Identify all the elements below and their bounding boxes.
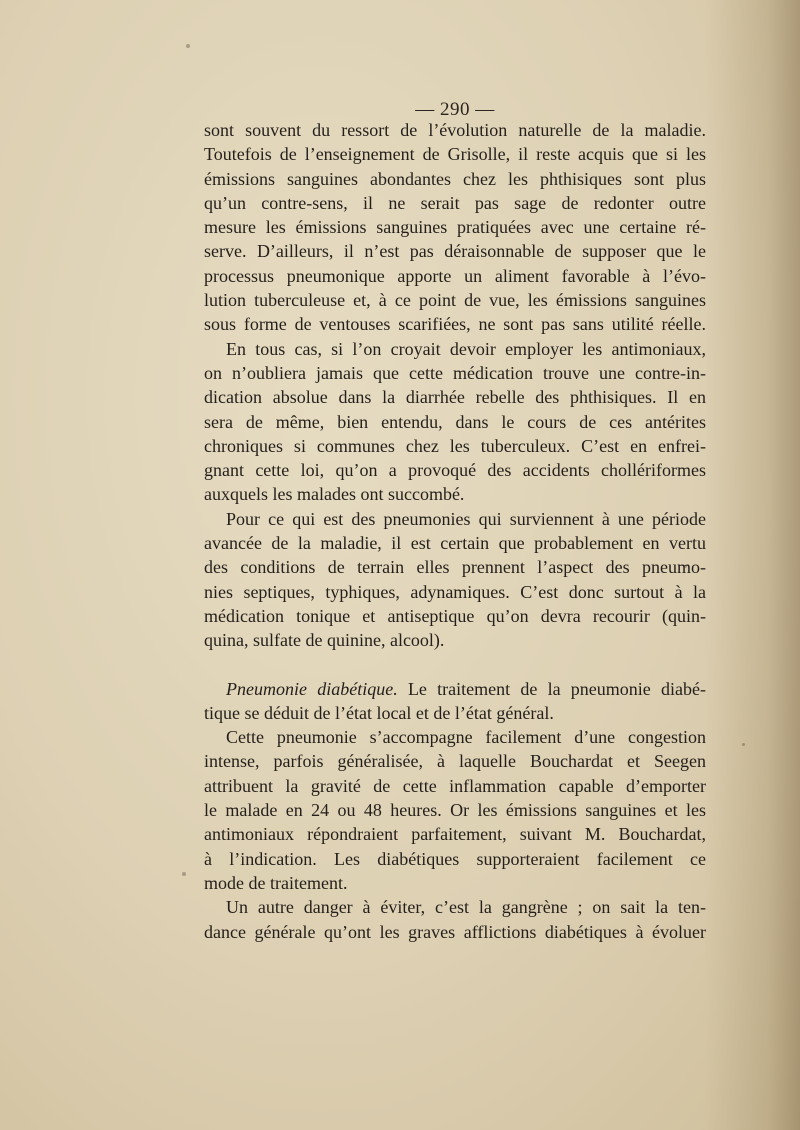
text-line: auxquels les malades ont succombé.: [204, 484, 465, 505]
paper-speck: [182, 872, 186, 876]
text-line: sont souvent du ressort de l’évolution naturelle de la maladie.: [204, 120, 706, 140]
text-line: [204, 677, 706, 701]
text-line: médication tonique et antiseptique qu’on devra recourir (quin-: [204, 605, 706, 626]
text-line: tique se déduit de l’état local et de l’état général.: [204, 702, 554, 723]
section-heading: Pneumonie diabétique.: [226, 678, 398, 699]
text-line: gnant cette loi, qu’on a provoqué des accidents chollériformes: [204, 460, 706, 481]
text-line: nies septiques, typhiques, adynamiques. C’est donc surtout à la: [204, 581, 706, 602]
text-line: Cette pneumonie s’accompagne facilement d’une congestion: [226, 727, 706, 748]
text-line: attribuent la gravité de cette inflammation capable d’emporter: [204, 775, 706, 796]
text-line: quina, sulfate de quinine, alcool).: [204, 630, 445, 651]
text-line: Un autre danger à éviter, c’est la gangrène ; on sait la ten-: [226, 897, 706, 918]
text-line: le malade en 24 ou 48 heures. Or les émissions sanguines et les: [204, 800, 706, 821]
text-line: Toutefois de l’enseignement de Grisolle, il reste acquis que si les: [204, 144, 706, 165]
text-line: qu’un contre-sens, il ne serait pas sage de redonter outre: [204, 192, 706, 213]
text-line: dance générale qu’ont les graves afflictions diabétiques à évoluer: [204, 921, 706, 942]
body-text: [204, 118, 706, 944]
text-fragment: Le traitement de la pneumonie diabé-: [407, 678, 706, 699]
paper-speck: [186, 44, 190, 48]
paragraph-5: [204, 725, 706, 895]
text-line: intense, parfois généralisée, à laquelle Bouchardat et Seegen: [204, 751, 706, 772]
text-line: des conditions de terrain elles prennent l’aspect des pneumo-: [204, 557, 706, 578]
text-line: on n’oubliera jamais que cette médication trouve une contre-in-: [204, 362, 706, 383]
text-line: dication absolue dans la diarrhée rebelle des phthisiques. Il en: [204, 387, 706, 408]
text-line: lution tuberculeuse et, à ce point de vue, les émissions sanguines: [204, 290, 706, 311]
text-line: à l’indication. Les diabétiques supporteraient facilement ce: [204, 848, 706, 869]
text-line: serve. D’ailleurs, il n’est pas déraisonnable de supposer que le: [204, 241, 706, 262]
paper-speck: [742, 743, 745, 746]
paragraph-2: [204, 337, 706, 507]
text-line: chroniques si communes chez les tuberculeux. C’est en enfrei-: [204, 435, 706, 456]
text-line: avancée de la maladie, il est certain que probablement en vertu: [204, 533, 706, 554]
text-line: émissions sanguines abondantes chez les phthisiques sont plus: [204, 168, 706, 189]
text-line: processus pneumonique apporte un aliment favorable à l’évo-: [204, 265, 706, 286]
text-line: mesure les émissions sanguines pratiquées avec une certaine ré-: [204, 217, 706, 238]
text-line: sera de même, bien entendu, dans le cours de ces antérites: [204, 411, 706, 432]
paragraph-3: [204, 507, 706, 653]
text-line: antimoniaux répondraient parfaitement, suivant M. Bouchardat,: [204, 824, 706, 845]
text-line: En tous cas, si l’on croyait devoir employer les antimoniaux,: [226, 338, 706, 359]
page-number: — 290 —: [415, 99, 495, 120]
paragraph-1: [204, 118, 706, 337]
paragraph-6: [204, 895, 706, 944]
text-line: sous forme de ventouses scarifiées, ne sont pas sans utilité réelle.: [204, 314, 706, 335]
text-line: mode de traitement.: [204, 872, 348, 893]
text-line: Pour ce qui est des pneumonies qui surviennent à une période: [226, 508, 706, 529]
paragraph-4: [204, 677, 706, 726]
